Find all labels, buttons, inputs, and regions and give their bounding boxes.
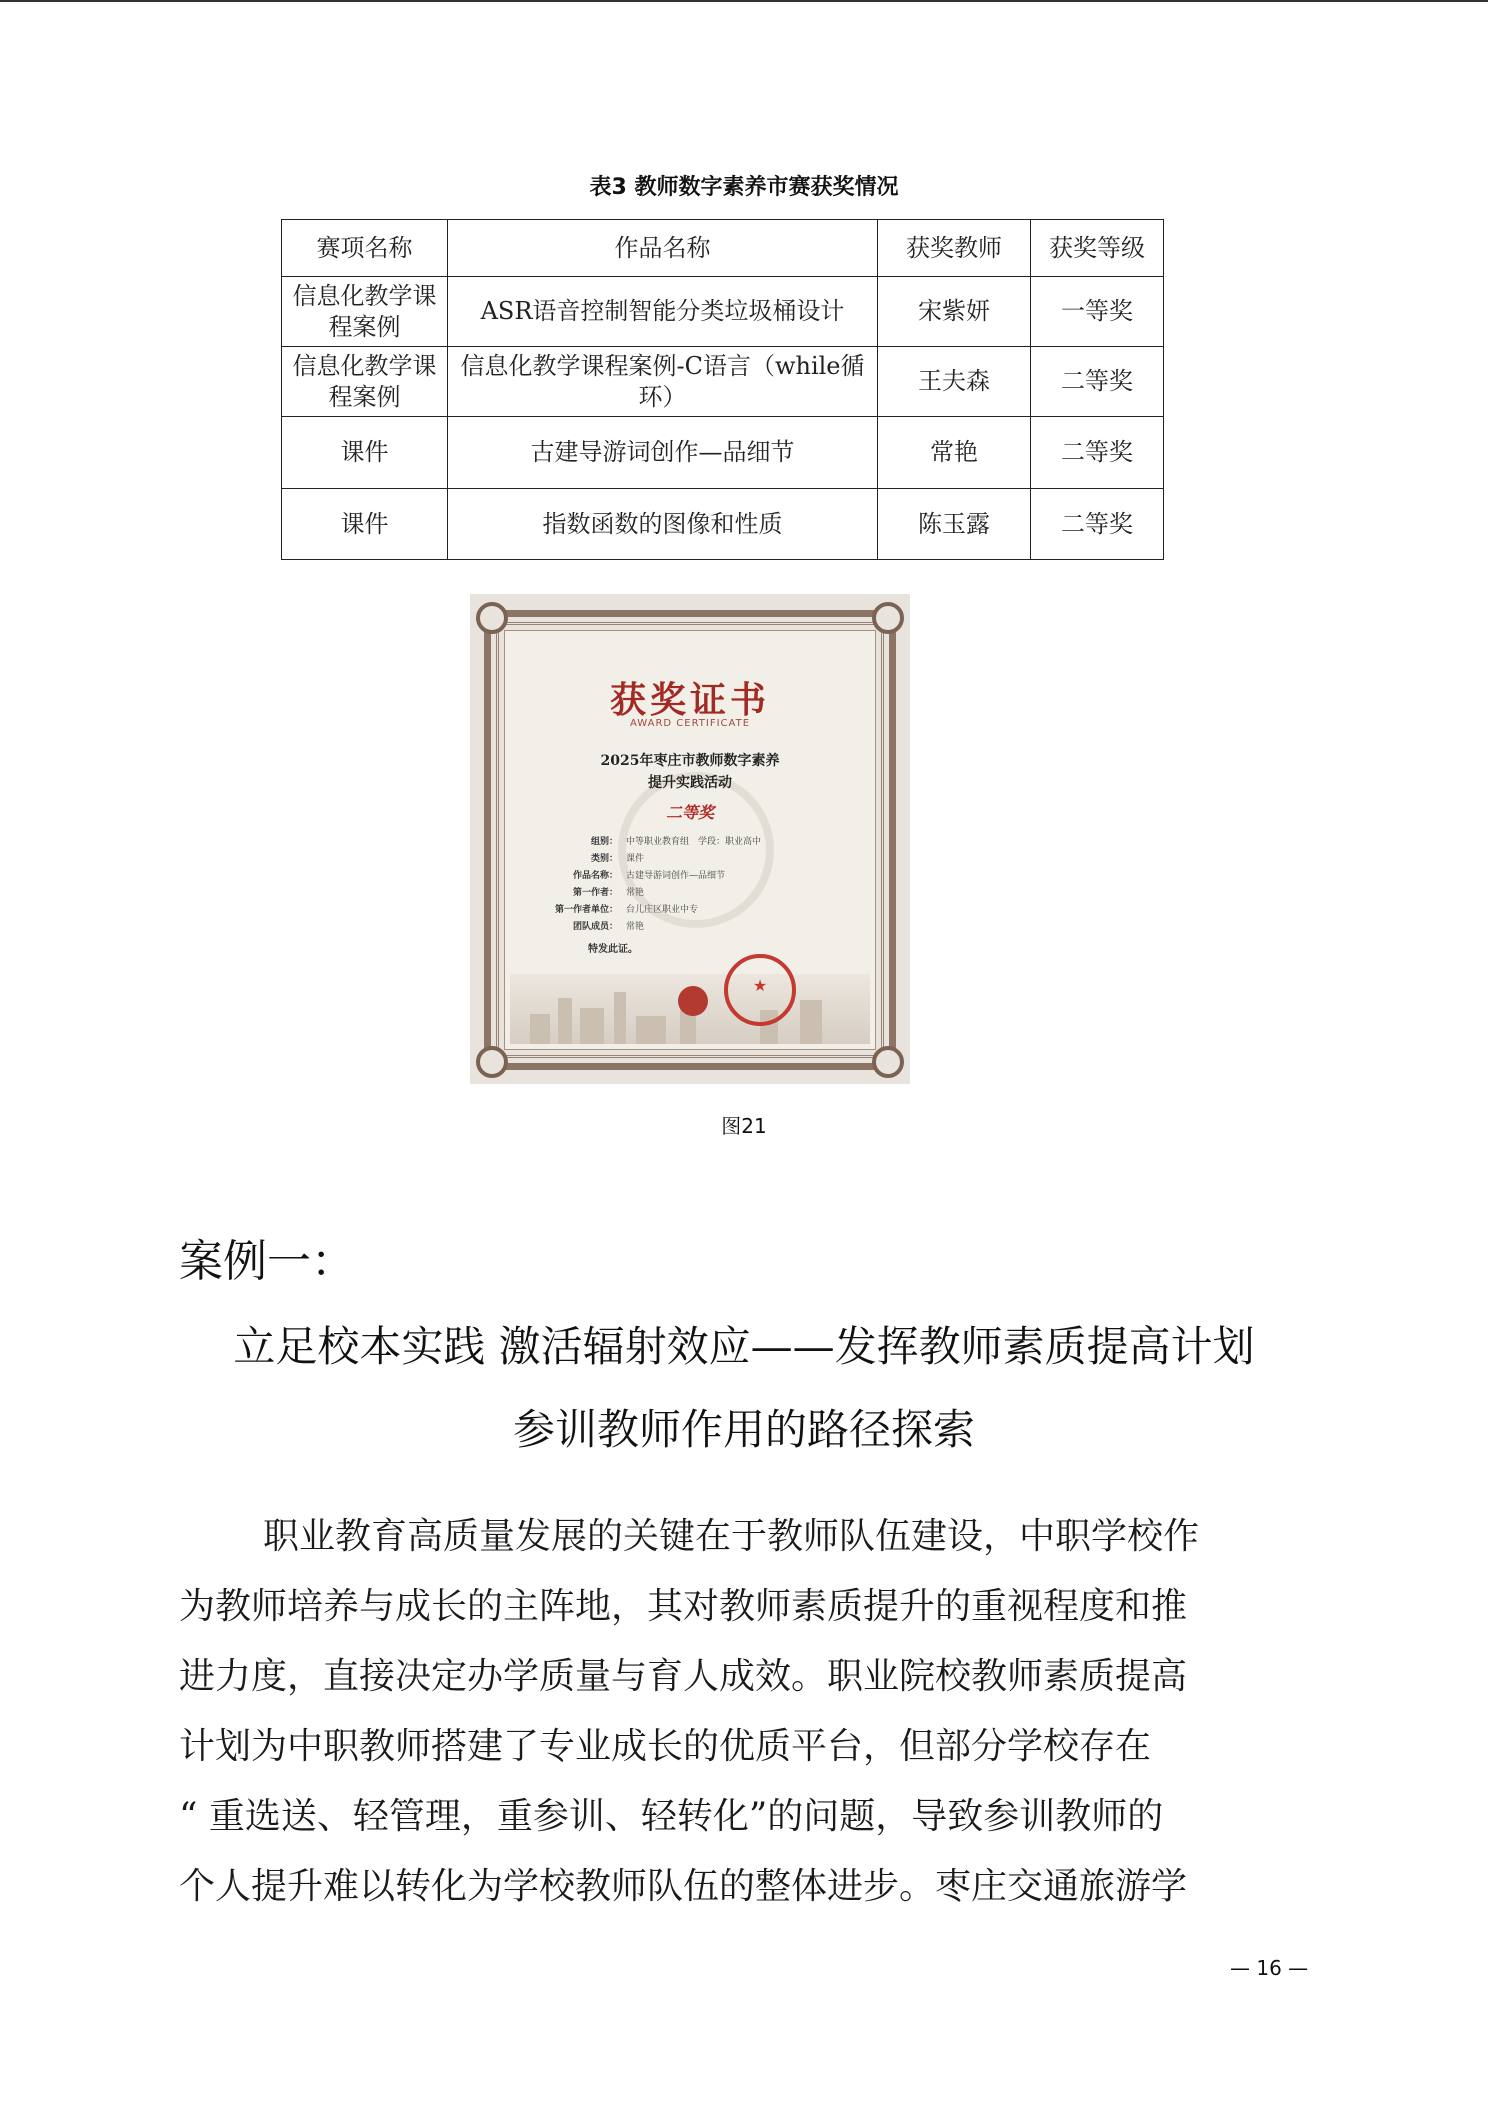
- table-cell: 信息化教学课程案例: [282, 347, 448, 417]
- table-header-row: [282, 220, 1164, 277]
- figure-caption: 图21: [721, 1114, 767, 1138]
- table-cell: 古建导游词创作—品细节: [448, 417, 878, 489]
- table-cell: 信息化教学课程案例-C语言（while循环）: [448, 347, 878, 417]
- paragraph-line: 个人提升难以转化为学校教师队伍的整体进步。枣庄交通旅游学: [179, 1866, 1188, 1907]
- case-label: 案例一：: [179, 1236, 355, 1287]
- certificate-fields: [552, 834, 852, 936]
- award-certificate-image: [470, 594, 910, 1084]
- table-row: [282, 417, 1164, 489]
- certificate-field: 组别： 中等职业教育组 学段：职业高中: [590, 837, 762, 847]
- certificate-field: 类别： 课件: [590, 854, 645, 864]
- paragraph-line: 为教师培养与成长的主阵地，其对教师素质提升的重视程度和推: [179, 1586, 1188, 1627]
- paragraph-line: 进力度，直接决定办学质量与育人成效。职业院校教师素质提高: [179, 1656, 1188, 1697]
- table-cell: 二等奖: [1031, 417, 1164, 489]
- certificate-title: 获奖证书: [609, 679, 770, 721]
- body-paragraph: [179, 1502, 1309, 1922]
- header-level: 获奖等级: [1031, 220, 1164, 277]
- table-row: [282, 277, 1164, 347]
- star-icon: ★: [752, 976, 768, 995]
- certificate-grade: 二等奖: [665, 803, 714, 822]
- table-cell: 一等奖: [1031, 277, 1164, 347]
- top-rule: [0, 0, 1488, 2]
- table-cell: 课件: [282, 417, 448, 489]
- headline-line-2: 参训教师作用的路径探索: [512, 1405, 975, 1454]
- table-cell: 常艳: [878, 417, 1031, 489]
- frame-corner-ornament: [872, 602, 904, 634]
- frame-corner-ornament: [476, 602, 508, 634]
- certificate-field: 第一作者单位： 台儿庄区职业中专: [554, 905, 699, 915]
- certificate-field: 第一作者： 常艳: [572, 888, 645, 898]
- frame-corner-ornament: [476, 1046, 508, 1078]
- certificate-event: 2025年枣庄市教师数字素养 提升实践活动: [600, 753, 780, 791]
- table-cell: 陈玉露: [878, 489, 1031, 560]
- table-row: [282, 489, 1164, 560]
- header-teacher: 获奖教师: [878, 220, 1031, 277]
- table-cell: 指数函数的图像和性质: [448, 489, 878, 560]
- certificate-subtitle: AWARD CERTIFICATE: [629, 718, 751, 729]
- table-cell: 二等奖: [1031, 347, 1164, 417]
- paragraph-line: “ 重选送、轻管理，重参训、轻转化”的问题，导致参训教师的: [179, 1796, 1164, 1837]
- certificate-closing: 特发此证。: [588, 944, 638, 955]
- page-number: — 16 —: [1230, 1956, 1309, 1980]
- header-event: 赛项名称: [282, 220, 448, 277]
- table-row: [282, 347, 1164, 417]
- table-cell: ASR语音控制智能分类垃圾桶设计: [448, 277, 878, 347]
- awards-table: [281, 219, 1164, 560]
- certificate-field: 团队成员： 常艳: [572, 922, 645, 932]
- frame-corner-ornament: [872, 1046, 904, 1078]
- paragraph-line: 计划为中职教师搭建了专业成长的优质平台，但部分学校存在: [179, 1726, 1152, 1767]
- certificate-field: 作品名称： 古建导游词创作—品细节: [572, 871, 726, 881]
- table-cell: 课件: [282, 489, 448, 560]
- headline-line-1: 立足校本实践 激活辐射效应——发挥教师素质提高计划: [233, 1322, 1255, 1371]
- official-red-seal: [724, 954, 796, 1026]
- badge-seal-icon: [678, 986, 708, 1016]
- header-work: 作品名称: [448, 220, 878, 277]
- paragraph-line: 职业教育高质量发展的关键在于教师队伍建设，中职学校作: [263, 1516, 1200, 1557]
- table-cell: 二等奖: [1031, 489, 1164, 560]
- table-cell: 王夫森: [878, 347, 1031, 417]
- table-caption: 表3 教师数字素养市赛获奖情况: [589, 175, 899, 200]
- table-cell: 宋紫妍: [878, 277, 1031, 347]
- table-cell: 信息化教学课程案例: [282, 277, 448, 347]
